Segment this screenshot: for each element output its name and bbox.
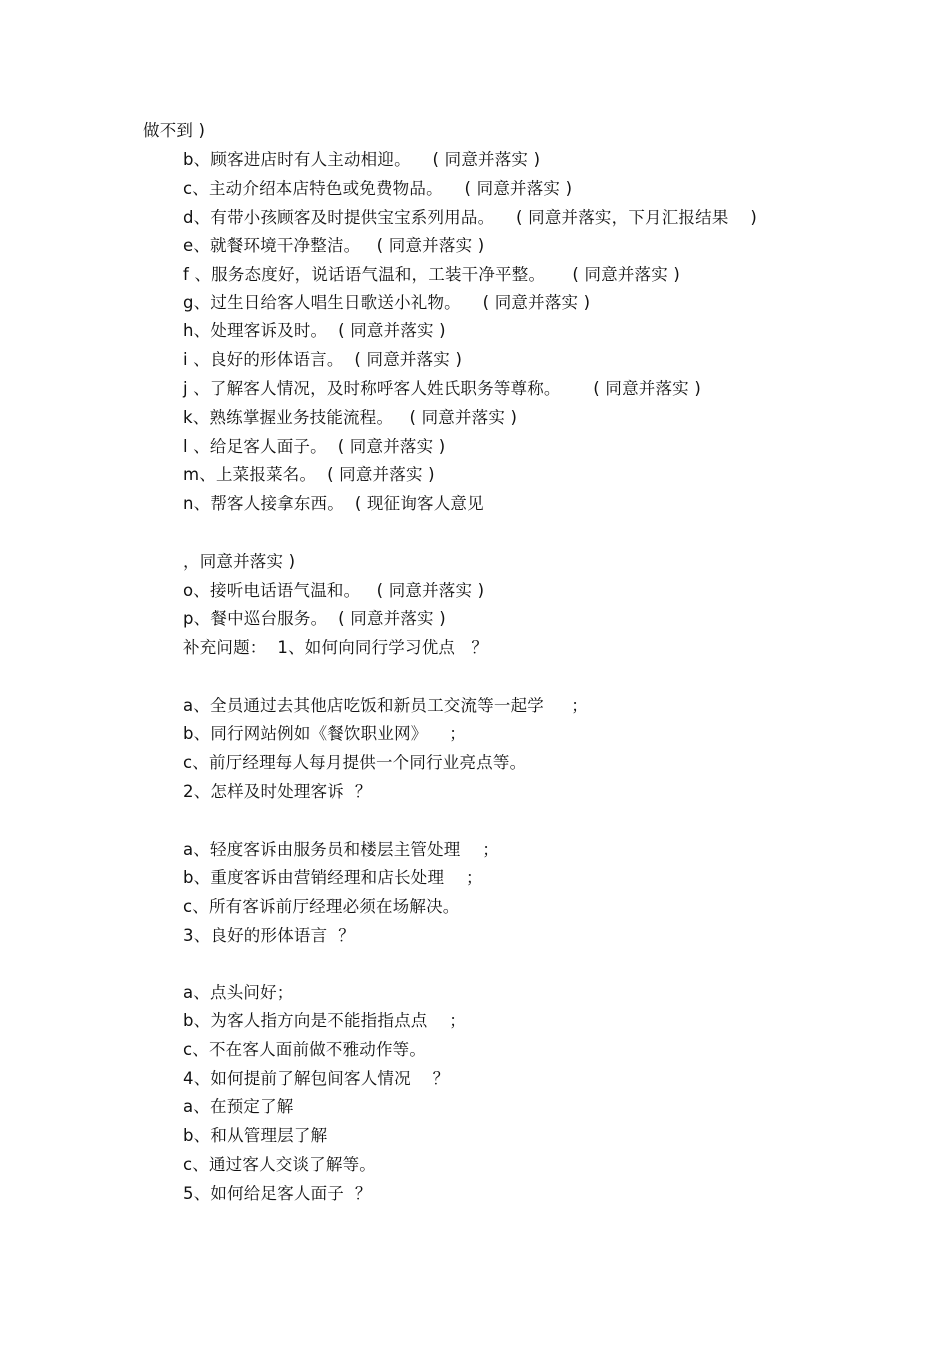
text-line: b、顾客进店时有人主动相迎。 ( 同意并落实 ) — [183, 150, 541, 169]
text-line: a、全员通过去其他店吃饭和新员工交流等一起学 ； — [183, 696, 588, 715]
text-line: a、轻度客诉由服务员和楼层主管处理 ； — [183, 840, 499, 859]
text-line: b、和从管理层了解 — [183, 1126, 328, 1145]
text-line: i 、良好的形体语言。 ( 同意并落实 ) — [183, 350, 463, 369]
text-line: o、接听电话语气温和。 ( 同意并落实 ) — [183, 581, 485, 600]
text-line: k、熟练掌握业务技能流程。 ( 同意并落实 ) — [183, 408, 518, 427]
text-line: p、餐中巡台服务。 ( 同意并落实 ) — [183, 609, 446, 628]
text-line: e、就餐环境干净整洁。 ( 同意并落实 ) — [183, 236, 485, 255]
text-line: c、前厅经理每人每月提供一个同行业亮点等。 — [183, 753, 527, 772]
text-line: 2、怎样及时处理客诉 ？ — [183, 782, 372, 801]
text-line: b、重度客诉由营销经理和店长处理 ； — [183, 868, 483, 887]
text-line: n、帮客人接拿东西。 ( 现征询客人意见 — [183, 494, 484, 513]
text-line: 3、良好的形体语言 ？ — [183, 926, 355, 945]
text-line: b、为客人指方向是不能指指点点 ； — [183, 1011, 466, 1030]
text-line: c、所有客诉前厅经理必须在场解决。 — [183, 897, 460, 916]
text-line: c、不在客人面前做不雅动作等。 — [183, 1040, 427, 1059]
text-line: a、在预定了解 — [183, 1097, 294, 1116]
text-line: c、通过客人交谈了解等。 — [183, 1155, 376, 1174]
text-line: c、主动介绍本店特色或免费物品。 ( 同意并落实 ) — [183, 179, 573, 198]
text-line: f 、服务态度好，说话语气温和，工装干净平整。 ( 同意并落实 ) — [183, 265, 681, 284]
text-line: j 、了解客人情况，及时称呼客人姓氏职务等尊称。 ( 同意并落实 ) — [183, 379, 701, 398]
text-line: g、过生日给客人唱生日歌送小礼物。 ( 同意并落实 ) — [183, 293, 591, 312]
text-line: ，同意并落实 ) — [183, 552, 296, 571]
text-line: h、处理客诉及时。 ( 同意并落实 ) — [183, 321, 446, 340]
text-line: b、同行网站例如《餐饮职业网》 ； — [183, 724, 466, 743]
text-line: d、有带小孩顾客及时提供宝宝系列用品。 ( 同意并落实，下月汇报结果 ) — [183, 208, 757, 227]
text-line: a、点头问好； — [183, 983, 294, 1002]
text-line: 做不到 ) — [143, 121, 206, 140]
text-line: l 、给足客人面子。 ( 同意并落实 ) — [183, 437, 446, 456]
text-line: m、上菜报菜名。 ( 同意并落实 ) — [183, 465, 435, 484]
text-line: 4、如何提前了解包间客人情况 ？ — [183, 1069, 450, 1088]
text-line: 补充问题： 1、如何向同行学习优点 ？ — [183, 638, 489, 657]
text-line: 5、如何给足客人面子 ？ — [183, 1184, 372, 1203]
